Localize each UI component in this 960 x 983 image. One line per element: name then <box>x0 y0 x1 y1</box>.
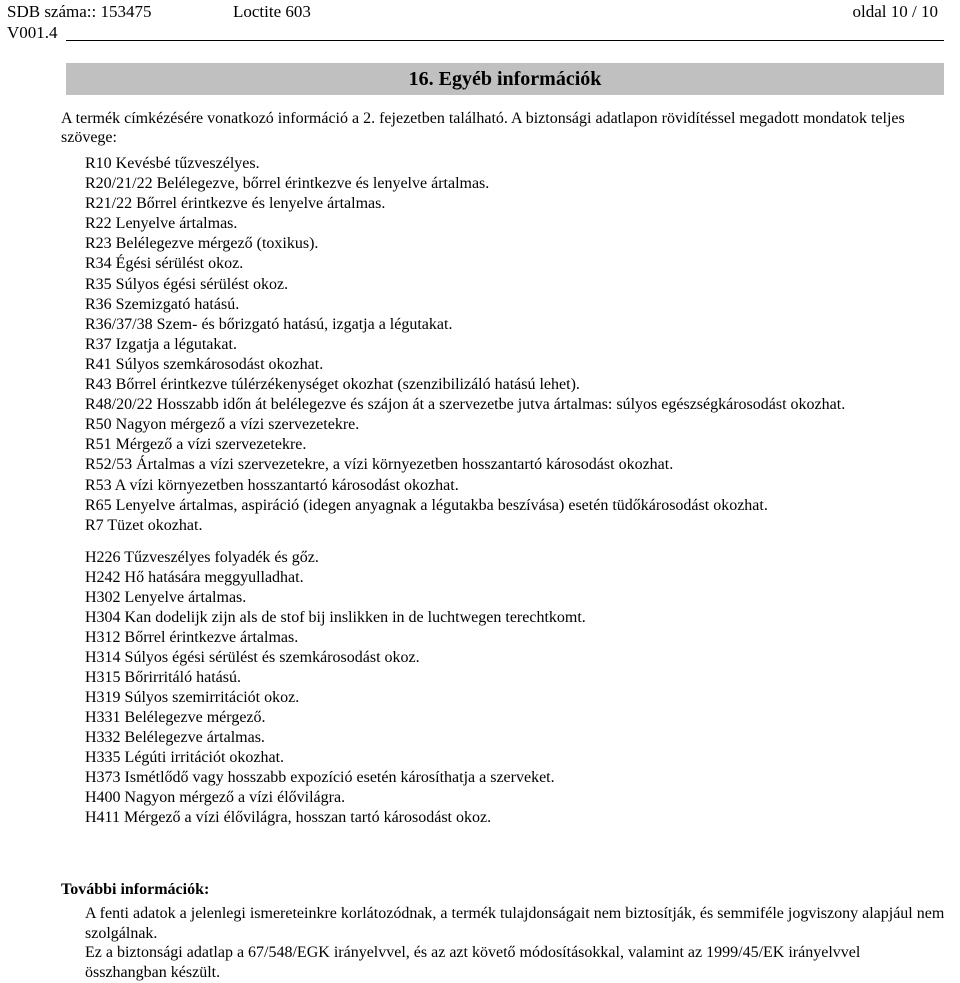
h-statement: H411 Mérgező a vízi élővilágra, hosszan tartó károsodást okoz. <box>85 809 492 826</box>
r-phrase: R41 Súlyos szemkárosodást okozhat. <box>85 355 324 373</box>
r-phrase: R21/22 Bőrrel érintkezve és lenyelve ártalmas. <box>85 195 386 213</box>
r-phrase: R36 Szemizgató hatású. <box>85 295 240 313</box>
further-info-paragraph: Ez a biztonsági adatlap a 67/548/EGK irányelvvel, és az azt követő módosításokkal, valamint az 1999/45/EK irányelvvel összhangban készült. <box>85 944 861 981</box>
r-phrase: R65 Lenyelve ártalmas, aspiráció (idegen anyagnak a légutakba beszívása) esetén tüdőkárosodást okozhat. <box>85 496 768 514</box>
r-phrase: R20/21/22 Belélegezve, bőrrel érintkezve és lenyelve ártalmas. <box>85 175 490 193</box>
h-statement-list <box>85 548 586 828</box>
r-phrase: R51 Mérgező a vízi szervezetekre. <box>85 436 307 454</box>
section-title: 16. Egyéb információk <box>66 63 944 95</box>
h-statement: H315 Bőrirritáló hatású. <box>85 669 241 686</box>
h-statement: H332 Belélegezve ártalmas. <box>85 729 265 746</box>
r-phrase: R22 Lenyelve ártalmas. <box>85 215 238 233</box>
sdb-number: SDB száma:: 153475 <box>7 2 152 21</box>
r-phrase: R50 Nagyon mérgező a vízi szervezetekre. <box>85 416 360 434</box>
r-phrase: R53 A vízi környezetben hosszantartó károsodást okozhat. <box>85 476 459 494</box>
further-info-body <box>85 904 945 982</box>
r-phrase: R36/37/38 Szem- és bőrizgató hatású, izgatja a légutakat. <box>85 315 453 333</box>
r-phrase: R37 Izgatja a légutakat. <box>85 335 237 353</box>
further-info-paragraph: A fenti adatok a jelenlegi ismereteinkre korlátozódnak, a termék tulajdonságait nem biztosítják, és semmiféle jogviszony alapjául nem szolgálnak. <box>85 905 945 942</box>
section-intro: A termék címkézésére vonatkozó információ a 2. fejezetben található. A biztonsági adatlapon rövidítéssel megadott mondatok teljes szövege: <box>61 110 905 146</box>
r-phrase-list <box>85 154 845 536</box>
r-phrase: R7 Tüzet okozhat. <box>85 516 203 534</box>
h-statement: H302 Lenyelve ártalmas. <box>85 589 247 606</box>
h-statement: H335 Légúti irritációt okozhat. <box>85 749 285 766</box>
h-statement: H304 Kan dodelijk zijn als de stof bij inslikken in de luchtwegen terechtkomt. <box>85 609 586 626</box>
r-phrase: R10 Kevésbé tűzveszélyes. <box>85 155 260 172</box>
header-divider <box>66 40 944 41</box>
h-statement: H314 Súlyos égési sérülést és szemkárosodást okoz. <box>85 649 420 666</box>
product-name: Loctite 603 <box>233 2 311 21</box>
r-phrase: R34 Égési sérülést okoz. <box>85 255 244 273</box>
r-phrase: R52/53 Ártalmas a vízi szervezetekre, a vízi környezetben hosszantartó károsodást okozhat. <box>85 456 674 474</box>
h-statement: H319 Súlyos szemirritációt okoz. <box>85 689 300 706</box>
h-statement: H226 Tűzveszélyes folyadék és gőz. <box>85 549 319 566</box>
r-phrase: R35 Súlyos égési sérülést okoz. <box>85 275 289 293</box>
h-statement: H331 Belélegezve mérgező. <box>85 709 266 726</box>
h-statement: H312 Bőrrel érintkezve ártalmas. <box>85 629 299 646</box>
further-info-heading: További információk: <box>61 881 210 898</box>
h-statement: H242 Hő hatására meggyulladhat. <box>85 569 304 586</box>
r-phrase: R43 Bőrrel érintkezve túlérzékenységet okozhat (szenzibilizáló hatású lehet). <box>85 376 580 394</box>
r-phrase: R23 Belélegezve mérgező (toxikus). <box>85 235 319 253</box>
h-statement: H373 Ismétlődő vagy hosszabb expozíció esetén károsíthatja a szerveket. <box>85 769 555 786</box>
r-phrase: R48/20/22 Hosszabb időn át belélegezve és szájon át a szervezetbe jutva ártalmas: súlyos egészségkárosodást okozhat. <box>85 396 846 414</box>
h-statement: H400 Nagyon mérgező a vízi élővilágra. <box>85 789 346 806</box>
version-label: V001.4 <box>7 23 58 42</box>
page-indicator: oldal 10 / 10 <box>852 2 938 21</box>
